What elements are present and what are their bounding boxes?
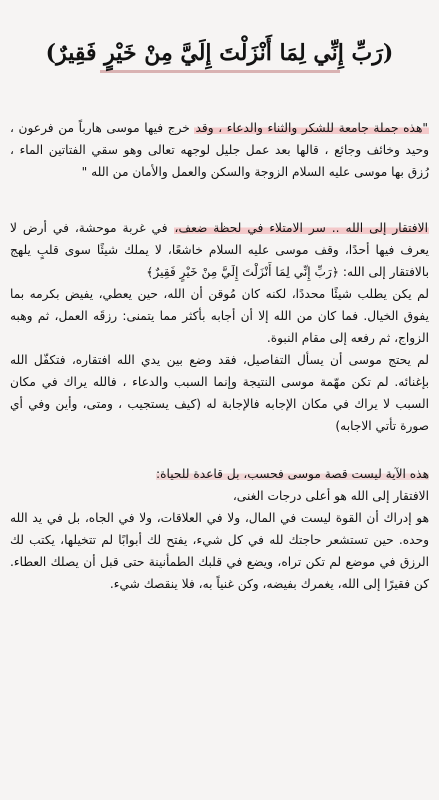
quote-paragraph <box>10 117 429 183</box>
section-reliance-paragraph-2: لم يكن يطلب شيئًا محددًا، لكنه كان مُوقن أن الله، حين يعطي، يفيض بكرمه بما يفوق الخيال. فما كان من الله إلا أن أجابه بأكثر مما يتمنى: رزقَه العمل، ثم وهبه الزواج، ثم رفعه إلى مقام النبوة. <box>10 287 429 345</box>
section-life-rule-heading <box>10 463 429 485</box>
quote-highlighted-text: "هذه جملة جامعة للشكر والثناء والدعاء ، وقد <box>195 121 428 135</box>
section-reliance-paragraph-1 <box>10 217 429 283</box>
section-reliance-intro-text: في غربة موحشة، في أرض لا يعرف فيها أحدًا، وقف موسى عليه السلام خاشعًا، لا يملك شيئًا سوى قلبٍ يلهج بالافتقار إلى الله: ﴿رَبِّ إِنِّي لِمَا أَنْزَلْتَ إِلَيَّ مِنْ خَيْرٍ فَقِيرٌ﴾ <box>10 221 429 279</box>
section-life-rule-paragraph-2: هو إدراك أن القوة ليست في المال، ولا في العلاقات، ولا في الجاه، بل في يد الله وحده. حين تستشعر حاجتك لله في كل شيء، يفتح لك أبوابًا لم تتخيلها، يكتب لك الرزق في موضع لم تكن تراه، ويضع في قلبك الطمأنينة حتى قبل أن يصلك العطاء. كن فقيرًا إلى الله، يغمرك بفيضه، وكن غنياً به، فلا ينقصك شيء. <box>10 511 429 591</box>
section-reliance-heading-highlight: الافتقار إلى الله .. سر الامتلاء في لحظة ضعف، <box>174 221 428 235</box>
section-life-rule <box>10 463 429 595</box>
verse-title: (رَبِّ إِنِّي لِمَا أَنْزَلْتَ إِلَيَّ مِنْ خَيْرٍ فَقِيرٌ) <box>45 40 394 66</box>
section-life-rule-paragraph-1: الافتقار إلى الله هو أعلى درجات الغنى، <box>232 489 429 503</box>
section-reliance-paragraph-3: لم يحتج موسى أن يسأل التفاصيل، فقد وضع بين يدي الله افتقاره، فتكفّل الله بإغنائه. لم تكن مهّمة موسى النتيجة وإنما السبب والدعاء ، فالله يراك في مكان السبب لا يراك في مكان الإجابه فالإجابة له (كيف يستجيب ، ومتى، وأين وفي أي صورة تأتي الاجابه) <box>10 353 429 433</box>
section-reliance <box>10 217 429 437</box>
quote-body-text: خرج فيها موسى هارباً من فرعون ، وحيد وخائف وجائع ، قالها بعد عمل جليل لوجهه تعالى وهو سقي الفتاتين الماء ، رُزق بها موسى عليه السلام الزوجة والسكن والعمل والأمان من الله " <box>10 121 429 179</box>
title-highlight-underline <box>100 70 340 73</box>
section-life-rule-heading-highlight: هذه الآية ليست قصة موسى فحسب، بل قاعدة للحياة: <box>156 467 429 481</box>
